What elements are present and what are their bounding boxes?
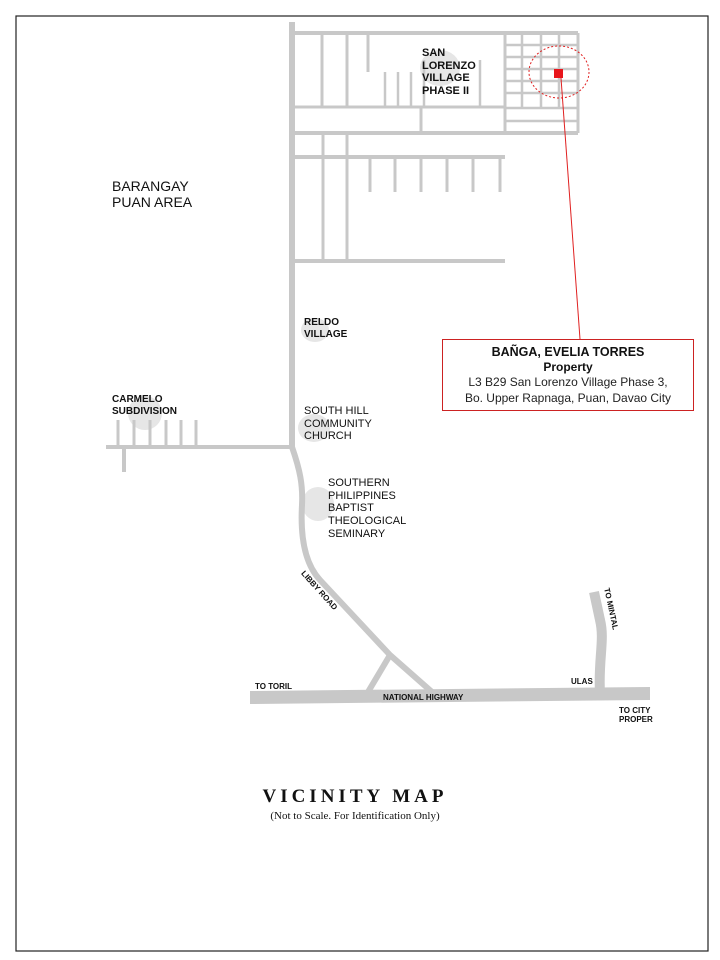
- reldo-village-label: RELDO VILLAGE: [304, 317, 348, 340]
- property-address-line1: L3 B29 San Lorenzo Village Phase 3,: [468, 375, 668, 389]
- property-marker[interactable]: [554, 69, 563, 78]
- seminary-label: SOUTHERN PHILIPPINES BAPTIST THEOLOGICAL SEMINARY: [328, 477, 407, 540]
- carmelo-subdivision-label: CARMELO SUBDIVISION: [112, 394, 178, 417]
- mintal-road: [594, 592, 602, 693]
- map-subtitle: (Not to Scale. For Identification Only): [270, 810, 440, 822]
- libby-road-label: LIBBY ROAD: [299, 569, 340, 612]
- san-lorenzo-label: SAN LORENZO VILLAGE PHASE II: [422, 47, 476, 97]
- property-owner: BAÑGA, EVELIA TORRES: [491, 345, 645, 359]
- property-callout-box: [442, 339, 694, 411]
- to-toril-label: TO TORIL: [255, 682, 293, 691]
- national-highway-label: NATIONAL HIGHWAY: [383, 693, 464, 702]
- church-label: SOUTH HILL COMMUNITY CHURCH: [304, 405, 372, 443]
- map-title: VICINITY MAP: [262, 786, 448, 807]
- property-type: Property: [543, 360, 593, 374]
- to-city-proper-label: TO CITY PROPER: [619, 706, 653, 725]
- to-mintal-label: TO MINTAL: [602, 587, 620, 631]
- property-address-line2: Bo. Upper Rapnaga, Puan, Davao City: [464, 390, 672, 405]
- junction-branch: [368, 655, 390, 692]
- barangay-puan-label: BARANGAY PUAN AREA: [112, 178, 193, 211]
- ulas-label: ULAS: [571, 677, 593, 686]
